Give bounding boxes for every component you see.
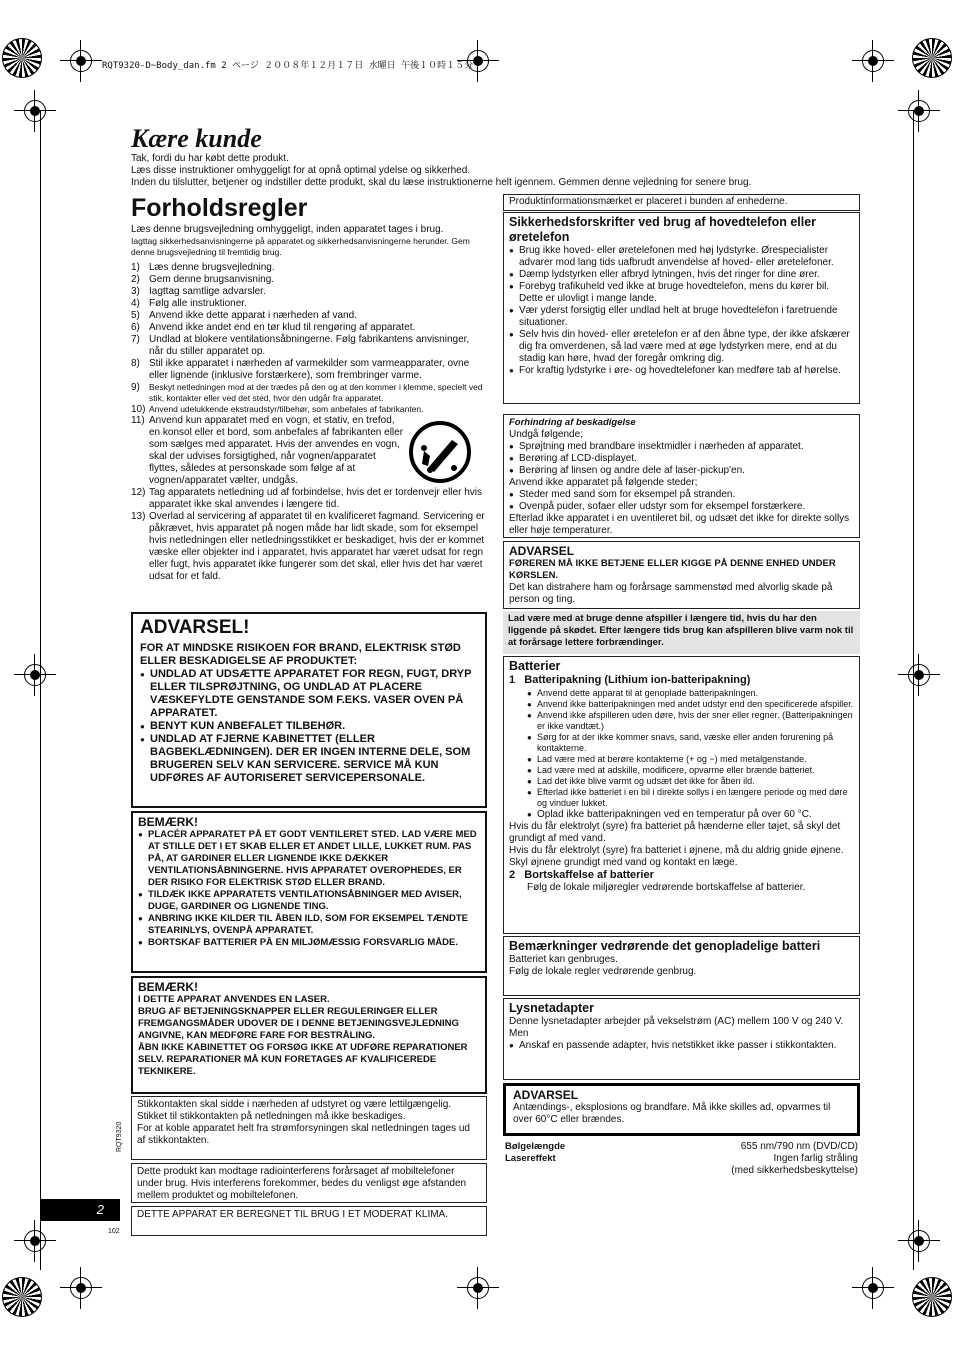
- crop-mark-icon: [906, 662, 932, 688]
- precautions-block: [131, 224, 486, 583]
- spec-values: [620, 1141, 858, 1177]
- crop-mark-icon: [465, 1275, 491, 1301]
- headphone-safety-box: [503, 212, 860, 404]
- crop-mark-icon: [860, 48, 886, 74]
- list-item: 1) Læs denne brugsvejledning.: [131, 262, 486, 274]
- product-label-box: [503, 194, 860, 211]
- list-item: ● Sørg for at der ikke kommer snavs, sand, væske eller anden forurening på kontakterne.: [527, 732, 854, 754]
- headphone-title: Sikkerhedsforskrifter ved brug af hovedtelefon eller øretelefon: [509, 215, 817, 244]
- list-item: ● UNDLAD AT UDSÆTTE APPARATET FOR REGN, FUGT, DRYP ELLER TILSPRØJTNING, OG UNDLAD AT PLACERE VÆSKEFYLDTE GENSTANDE SOM F.EKS. VASER OVEN PÅ APPARATET.: [140, 668, 478, 720]
- spec-label: Bølgelængde: [505, 1141, 566, 1152]
- bemaerk-laser-box: [131, 976, 487, 1094]
- list-item: 7) Undlad at blokere ventilationsåbningerne. Følg fabrikantens anvisninger, når du stiller apparatet op.: [131, 334, 486, 358]
- stikkontakt-box: [131, 1096, 487, 1160]
- product-label-text: Produktinformationsmærket er placeret i bunden af enhederne.: [509, 196, 788, 207]
- rechargeable-box: [503, 936, 860, 996]
- crop-line: [40, 110, 41, 1270]
- fire-warning-title: ADVARSEL: [513, 1088, 579, 1102]
- list-item: 2) Gem denne brugsanvisning.: [131, 274, 486, 286]
- crop-mark-icon: [906, 98, 932, 124]
- list-item: ● Anvend dette apparat til at genoplade batteripakningen.: [527, 688, 854, 699]
- list-item: ● Anskaf en passende adapter, hvis netstikket ikke passer i stikkontakten.: [509, 1040, 854, 1052]
- list-item: ● Lad være med at adskille, modificere, opvarme eller brænde batteriet.: [527, 765, 854, 776]
- spec-label: Lasereffekt: [505, 1153, 556, 1164]
- side-code: RQT9320: [116, 1121, 123, 1152]
- ac-adapter-text: Denne lysnetadapter arbejder på vekselstrøm (AC) mellem 100 V og 240 V. Men: [509, 1016, 844, 1039]
- crop-line: [913, 110, 914, 1270]
- rechargeable-text: Batteriet kan genbruges. Følg de lokale regler vedrørende genbrug.: [509, 954, 697, 977]
- list-item: ● Efterlad ikke batteriet i en bil i direkte sollys i en længere periode og med døre og vinduer lukket.: [527, 787, 854, 809]
- registration-rosette: [912, 38, 952, 78]
- list-item: ● For kraftig lydstyrke i øre- og hovedtelefoner kan medføre tab af hørelse.: [509, 365, 854, 377]
- list-item: ● Anvend ikke batteripakningen med andet udstyr end den specificerede afspiller.: [527, 699, 854, 710]
- file-header: RQT9320-D~Body_dan.fm 2 ページ ２００８年１２月１７日 水曜日 午後１０時１５分: [102, 61, 474, 71]
- crop-mark-icon: [22, 98, 48, 124]
- radio-interference-text: Dette produkt kan modtage radiointerferens forårsaget af mobiltelefoner under brug. Hvis interferens forekommer, bedes du venligst øge afstanden mellem produktet og mobiltelefonen.: [137, 1166, 467, 1201]
- damage-title: Forhindring af beskadigelse: [509, 417, 636, 428]
- advarsel-lead: FOR AT MINDSKE RISIKOEN FOR BRAND, ELEKTRISK STØD ELLER BESKADIGELSE AF PRODUKTET:: [140, 642, 461, 667]
- cart-tip-warning-icon: [408, 420, 472, 484]
- section-heading: Forholdsregler: [131, 194, 308, 222]
- page-number: 2: [41, 1199, 120, 1221]
- advarsel-box: [131, 612, 487, 808]
- list-item: 3) Iagttag samtlige advarsler.: [131, 286, 486, 298]
- list-item: 11) Anvend kun apparatet med en vogn, et stativ, en trefod, en konsol eller et bord, som anbefales af fabrikanten eller som sælges med apparatet. Hvis der anvendes en vogn, skal der udvises forsigtighed, når vognen/apparatet flyttes, således at personskade som følge af at vognen/apparatet vælter, undgås.: [131, 415, 486, 487]
- spec-value: Ingen farlig stråling: [773, 1153, 858, 1164]
- disposal-subtitle: 2 Bortskaffelse af batterier: [509, 869, 654, 881]
- batteries-title: Batterier: [509, 659, 561, 673]
- lap-warning-box: [503, 611, 860, 654]
- list-item: ● Anvend ikke afspilleren uden døre, hvis der sner eller regner. (Batteripakningen er ikke vandtæt.): [527, 710, 854, 732]
- damage-tail: Efterlad ikke apparatet i en uventileret bil, og udsæt det ikke for direkte sollys eller høje temperaturer.: [509, 513, 850, 536]
- list-item: ● Oplad ikke batteripakningen ved en temperatur på over 60 °C.: [527, 809, 854, 821]
- ac-adapter-title: Lysnetadapter: [509, 1001, 594, 1015]
- list-item: ● Brug ikke hoved- eller øretelefonen med høj lydstyrke. Ørespecialister advarer mod lang tids uafbrudt anvendelse af hoved- eller øretelefoner.: [509, 245, 854, 269]
- list-item: ● BORTSKAF BATTERIER PÅ EN MILJØMÆSSIG FORSVARLIG MÅDE.: [138, 937, 480, 949]
- ac-adapter-box: [503, 998, 860, 1080]
- advarsel-title: ADVARSEL!: [140, 617, 250, 638]
- batteries-box: [503, 656, 860, 934]
- list-item: 4) Følg alle instruktioner.: [131, 298, 486, 310]
- crop-mark-icon: [860, 1275, 886, 1301]
- list-item: ● Vær yderst forsigtig eller undlad helt at bruge hovedtelefon i faretruende situationer.: [509, 305, 854, 329]
- list-item: ● Lad det ikke blive varmt og udsæt det ikke for åben ild.: [527, 776, 854, 787]
- list-item: ● UNDLAD AT FJERNE KABINETTET (ELLER BAGBEKLÆDNINGEN). DER ER INGEN INTERNE DELE, SOM BRUGEREN SELV KAN SERVICERE. SERVICE MÅ KUN UDFØRES AF AUTORISERET SERVICEPERSONALE.: [140, 733, 478, 785]
- driver-warning-text: Det kan distrahere ham og forårsage sammenstød med alvorlig skade på person og ting.: [509, 582, 833, 605]
- lead-text: Iagttag sikkerhedsanvisningerne på apparatet og sikkerhedsanvisningerne herunder. Gem denne brugsvejledning til fremtidig brug.: [131, 236, 470, 257]
- list-item: ● Dæmp lydstyrken eller afbryd lytningen, hvis det ringer for dine ører.: [509, 269, 854, 281]
- spec-value: (med sikkerhedsbeskyttelse): [731, 1165, 858, 1176]
- climate-text: DETTE APPARAT ER BEREGNET TIL BRUG I ET MODERAT KLIMA.: [137, 1209, 448, 1220]
- rechargeable-title: Bemærkninger vedrørende det genopladelige batteri: [509, 939, 821, 953]
- list-item: ● Berøring af linsen og andre dele af laser-pickup'en.: [509, 465, 854, 477]
- crop-mark-icon: [68, 1275, 94, 1301]
- list-item: ● ANBRING IKKE KILDER TIL ÅBEN ILD, SOM FOR EKSEMPEL TÆNDTE STEARINLYS, OVENPÅ APPARATET.: [138, 913, 480, 937]
- intro-block: [131, 153, 861, 189]
- driver-warning-bold: FØREREN MÅ IKKE BETJENE ELLER KIGGE PÅ DENNE ENHED UNDER KØRSLEN.: [509, 558, 836, 581]
- list-item: ● TILDÆK IKKE APPARATETS VENTILATIONSÅBNINGER MED AVISER, DUGE, GARDINER OG LIGNENDE TING.: [138, 889, 480, 913]
- intro-line: Tak, fordi du har købt dette produkt.: [131, 153, 289, 164]
- electrolyte-text: Hvis du får elektrolyt (syre) fra batteriet på hænderne eller tøjet, så skyl det grundigt af med vand. Hvis du får elektrolyt (syre) fra batteriet i øjnene, må du aldrig gnide øjnene. Skyl øjnene grundigt med vand og kontakt en læge.: [509, 821, 844, 868]
- bemaerk-box: [131, 811, 487, 973]
- climate-box: [131, 1206, 487, 1236]
- bemaerk-title: BEMÆRK!: [138, 980, 198, 994]
- radio-interference-box: [131, 1163, 487, 1203]
- list-item: 13) Overlad al servicering af apparatet til en kvalificeret fagmand. Servicering er påkrævet, hvis apparatet på nogen måde har lidt skade, som for eksempel hvis netledningen eller netledningsstikket er beskadiget, hvis der er kommet væske eller objekter ind i apparatet, hvis apparatet har været udsat for regn eller fugt, hvis apparatet ikke fungerer som det skal, eller hvis det har været udsat for et fald.: [131, 511, 486, 583]
- crop-mark-icon: [22, 662, 48, 688]
- fire-warning-text: Antændings-, eksplosions og brandfare. Må ikke skilles ad, opvarmes til over 60°C eller brændes.: [513, 1102, 831, 1125]
- list-item: 12) Tag apparatets netledning ud af forbindelse, hvis det er tordenvejr eller hvis apparatet ikke skal anvendes i længere tid.: [131, 487, 486, 511]
- registration-rosette: [2, 1277, 42, 1317]
- list-item: 10) Anvend udelukkende ekstraudstyr/tilbehør, som anbefales af fabrikanten.: [131, 404, 486, 415]
- intro-line: Inden du tilslutter, betjener og indstiller dette produkt, skal du læse instruktionerne helt igennem. Gemmen denne vejledning for senere brug.: [131, 177, 752, 188]
- registration-rosette: [912, 1277, 952, 1317]
- fire-warning-box: [503, 1083, 860, 1136]
- bemaerk-title: BEMÆRK!: [138, 815, 198, 829]
- list-item: ● Selv hvis din hoved- eller øretelefon er af den åbne type, der ikke afskærer dig fra omverdenen, så lad være med at øge lydstyrken mere, end at du stadig kan høre, hvad der foregår omkring dig.: [509, 329, 854, 365]
- list-item: 9) Beskyt netledningen mod at der trædes på den og at den kommer i klemme, specielt ved stik, kontakter eller ved det sted, hvor den udgår fra apparatet.: [131, 382, 486, 404]
- list-item: ● PLACÉR APPARATET PÅ ET GODT VENTILERET STED. LAD VÆRE MED AT STILLE DET I ET SKAB ELLER ET ANDET LILLE, LUKKET RUM. PAS PÅ, AT GARDINER ELLER LIGNENDE IKKE DÆKKER VENTILATIONSÅBNINGERNE. HVIS APPARATET OVEROPHEDES, ER DER RISIKO FOR ELEKTRISK STØD ELLER BRAND.: [138, 829, 480, 889]
- stikkontakt-text: Stikkontakten skal sidde i nærheden af udstyret og være lettilgængelig. Stikket til stikkontakten på netledningen må ikke beskadiges. For at koble apparatet helt fra strømforsyningen skal netledningen tages ud af stikkontakten.: [137, 1099, 470, 1146]
- page-title: Kære kunde: [131, 124, 262, 153]
- list-item: ● Ovenpå puder, sofaer eller udstyr som for eksempel forstærkere.: [509, 501, 854, 513]
- batteries-subtitle: 1 Batteripakning (Lithium ion-batteripakning): [509, 674, 751, 686]
- crop-mark-icon: [906, 1228, 932, 1254]
- list-item: ● Steder med sand som for eksempel på stranden.: [509, 489, 854, 501]
- list-item: ● Sprøjtning med brandbare insektmidler i nærheden af apparatet.: [509, 441, 854, 453]
- damage-prevention-box: [503, 414, 860, 538]
- list-item: ● Lad være med at berøre kontakterne (+ og −) med metalgenstande.: [527, 754, 854, 765]
- list-item: 5) Anvend ikke dette apparat i nærheden af vand.: [131, 310, 486, 322]
- list-item: ● Forebyg trafikuheld ved ikke at bruge hovedtelefon, mens du kører bil. Dette er ulovligt i mange lande.: [509, 281, 854, 305]
- list-item: 6) Anvend ikke andet end en tør klud til rengøring af apparatet.: [131, 322, 486, 334]
- spec-value: 655 nm/790 nm (DVD/CD): [740, 1141, 858, 1152]
- intro-line: Læs disse instruktioner omhyggeligt for at opnå optimal ydelse og sikkerhed.: [131, 165, 471, 176]
- driver-warning-box: [503, 541, 860, 609]
- bottom-code: 102: [108, 1228, 120, 1235]
- list-item: 8) Stil ikke apparatet i nærheden af varmekilder som varmeapparater, ovne eller lignende (inklusive forstærkere), som frembringer varme.: [131, 358, 486, 382]
- crop-mark-icon: [68, 48, 94, 74]
- laser-notice: I DETTE APPARAT ANVENDES EN LASER. BRUG AF BETJENINGSKNAPPER ELLER REGULERINGER ELLER FREMGANGSMÅDER UDOVER DE I DENNE BETJENINGSVEJLEDNING ANGIVNE, KAN MEDFØRE FARE FOR BESTRÅLING. ÅBN IKKE KABINETTET OG FORSØG IKKE AT UDFØRE REPARATIONER SELV. REPARATIONER MÅ KUN FORETAGES AF KVALIFICEREDE TEKNIKERE.: [138, 994, 468, 1077]
- lap-warning-text: Lad være med at bruge denne afspiller i længere tid, hvis du har den liggende på skødet. Efter længere tids brug kan afspilleren blive varm nok til at forårsage lettere forbrændinger.: [508, 613, 854, 648]
- lead-text: Læs denne brugsvejledning omhyggeligt, inden apparatet tages i brug.: [131, 224, 444, 235]
- disposal-text: Følg de lokale miljøregler vedrørende bortskaffelse af batterier.: [527, 882, 806, 893]
- list-item: ● BENYT KUN ANBEFALET TILBEHØR.: [140, 720, 478, 733]
- damage-mid: Anvend ikke apparatet på følgende steder;: [509, 477, 698, 488]
- registration-rosette: [2, 38, 42, 78]
- driver-warning-title: ADVARSEL: [509, 544, 575, 558]
- crop-mark-icon: [22, 1228, 48, 1254]
- damage-lead: Undgå følgende;: [509, 429, 583, 440]
- list-item: ● Berøring af LCD-displayet.: [509, 453, 854, 465]
